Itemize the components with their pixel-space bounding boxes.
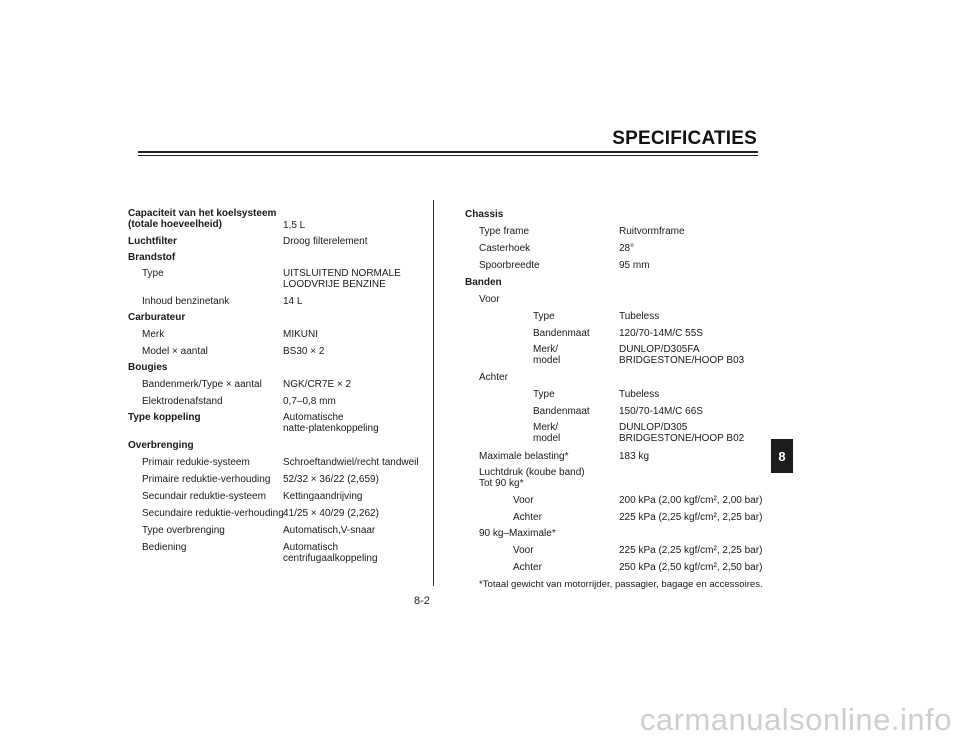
rear-tire-make-value-2: BRIDGESTONE/HOOP B02 xyxy=(619,433,745,444)
secondary-reduction-ratio-label: Secundaire reduktie-verhouding xyxy=(142,508,284,519)
header-rule-thick xyxy=(138,151,758,153)
primary-reduction-ratio-value: 52/32 × 36/22 (2,659) xyxy=(283,474,379,485)
carb-model-value: BS30 × 2 xyxy=(283,346,325,357)
front-tire-make-label: Merk/ xyxy=(533,344,558,355)
page-title: SPECIFICATIES xyxy=(612,128,757,149)
footnote: *Totaal gewicht van motorrijder, passagier, bagage en accessoires. xyxy=(479,579,763,590)
watermark: carmanualsonline.info xyxy=(639,702,952,737)
trail-value: 95 mm xyxy=(619,260,650,271)
pressure-1-rear-value: 225 kPa (2,25 kgf/cm², 2,25 bar) xyxy=(619,512,763,523)
pressure-2-front-value: 225 kPa (2,25 kgf/cm², 2,25 bar) xyxy=(619,545,763,556)
rear-tire-size-label: Bandenmaat xyxy=(533,406,590,417)
carburetor-heading: Carburateur xyxy=(128,312,186,323)
rear-tire-make-label: Merk/ xyxy=(533,422,558,433)
pressure-up-to-90-label: Tot 90 kg* xyxy=(479,478,524,489)
rear-tire-type-label: Type xyxy=(533,389,555,400)
frame-type-value: Ruitvormframe xyxy=(619,226,685,237)
cooling-capacity-value: 1,5 L xyxy=(283,220,306,231)
frame-type-label: Type frame xyxy=(479,226,530,237)
trail-label: Spoorbreedte xyxy=(479,260,540,271)
front-tire-type-value: Tubeless xyxy=(619,311,660,322)
operation-value-2: centrifugaalkoppeling xyxy=(283,553,378,564)
primary-reduction-ratio-label: Primaire reduktie-verhouding xyxy=(142,474,271,485)
front-tire-size-label: Bandenmaat xyxy=(533,328,590,339)
rear-tire-label: Achter xyxy=(479,372,508,383)
air-filter-value: Droog filterelement xyxy=(283,236,368,247)
fuel-type-value: UITSLUITEND NORMALE xyxy=(283,268,401,279)
fuel-type-label: Type xyxy=(142,268,164,279)
spark-plug-brand-value: NGK/CR7E × 2 xyxy=(283,379,352,390)
fuel-type-value-2: LOODVRIJE BENZINE xyxy=(283,279,386,290)
max-load-value: 183 kg xyxy=(619,451,650,462)
spark-plug-brand-label: Bandenmerk/Type × aantal xyxy=(142,379,262,390)
pressure-90-max-label: 90 kg–Maximale* xyxy=(479,528,556,539)
electrode-gap-label: Elektrodenafstand xyxy=(142,396,223,407)
secondary-reduction-system-value: Kettingaandrijving xyxy=(283,491,363,502)
front-tire-make-value: DUNLOP/D305FA xyxy=(619,344,700,355)
pressure-1-front-label: Voor xyxy=(513,495,534,506)
clutch-type-label: Type koppeling xyxy=(128,412,201,423)
tank-capacity-label: Inhoud benzinetank xyxy=(142,296,230,307)
fuel-heading: Brandstof xyxy=(128,252,176,263)
operation-value: Automatisch xyxy=(283,542,339,553)
chapter-tab[interactable]: 8 xyxy=(771,439,793,473)
rear-tire-model-label: model xyxy=(533,433,561,444)
rear-tire-type-value: Tubeless xyxy=(619,389,660,400)
pressure-2-front-label: Voor xyxy=(513,545,534,556)
air-filter-label: Luchtfilter xyxy=(128,236,177,247)
front-tire-type-label: Type xyxy=(533,311,555,322)
caster-angle-label: Casterhoek xyxy=(479,243,531,254)
front-tire-make-value-2: BRIDGESTONE/HOOP B03 xyxy=(619,355,745,366)
front-tire-size-value: 120/70-14M/C 55S xyxy=(619,328,703,339)
tires-heading: Banden xyxy=(465,277,502,288)
transmission-heading: Overbrenging xyxy=(128,440,194,451)
carb-brand-label: Merk xyxy=(142,329,165,340)
rear-tire-make-value: DUNLOP/D305 xyxy=(619,422,688,433)
chassis-heading: Chassis xyxy=(465,209,504,220)
secondary-reduction-system-label: Secundair reduktie-systeem xyxy=(142,491,266,502)
operation-label: Bediening xyxy=(142,542,187,553)
spark-plugs-heading: Bougies xyxy=(128,362,168,373)
electrode-gap-value: 0,7–0,8 mm xyxy=(283,396,336,407)
front-tire-label: Voor xyxy=(479,294,500,305)
caster-angle-value: 28° xyxy=(619,243,635,254)
cooling-capacity-label-2: (totale hoeveelheid) xyxy=(128,219,222,230)
header-rule-thin xyxy=(138,155,758,156)
column-divider xyxy=(433,200,434,586)
pressure-2-rear-label: Achter xyxy=(513,562,542,573)
carb-model-label: Model × aantal xyxy=(142,346,208,357)
pressure-1-rear-label: Achter xyxy=(513,512,542,523)
pressure-1-front-value: 200 kPa (2,00 kgf/cm², 2,00 bar) xyxy=(619,495,763,506)
rear-tire-size-value: 150/70-14M/C 66S xyxy=(619,406,703,417)
clutch-type-value-2: natte-platenkoppeling xyxy=(283,423,379,434)
transmission-type-value: Automatisch,V-snaar xyxy=(283,525,376,536)
transmission-type-label: Type overbrenging xyxy=(142,525,225,536)
front-tire-model-label: model xyxy=(533,355,561,366)
tank-capacity-value: 14 L xyxy=(283,296,303,307)
carb-brand-value: MIKUNI xyxy=(283,329,318,340)
pressure-2-rear-value: 250 kPa (2,50 kgf/cm², 2,50 bar) xyxy=(619,562,763,573)
page-number: 8-2 xyxy=(414,595,430,607)
tire-pressure-label: Luchtdruk (koube band) xyxy=(479,467,585,478)
cooling-capacity-label: Capaciteit van het koelsysteem xyxy=(128,208,277,219)
max-load-label: Maximale belasting* xyxy=(479,451,569,462)
primary-reduction-system-label: Primair redukie-systeem xyxy=(142,457,250,468)
clutch-type-value: Automatische xyxy=(283,412,344,423)
secondary-reduction-ratio-value: 41/25 × 40/29 (2,262) xyxy=(283,508,379,519)
primary-reduction-system-value: Schroeftandwiel/recht tandweil xyxy=(283,457,419,468)
